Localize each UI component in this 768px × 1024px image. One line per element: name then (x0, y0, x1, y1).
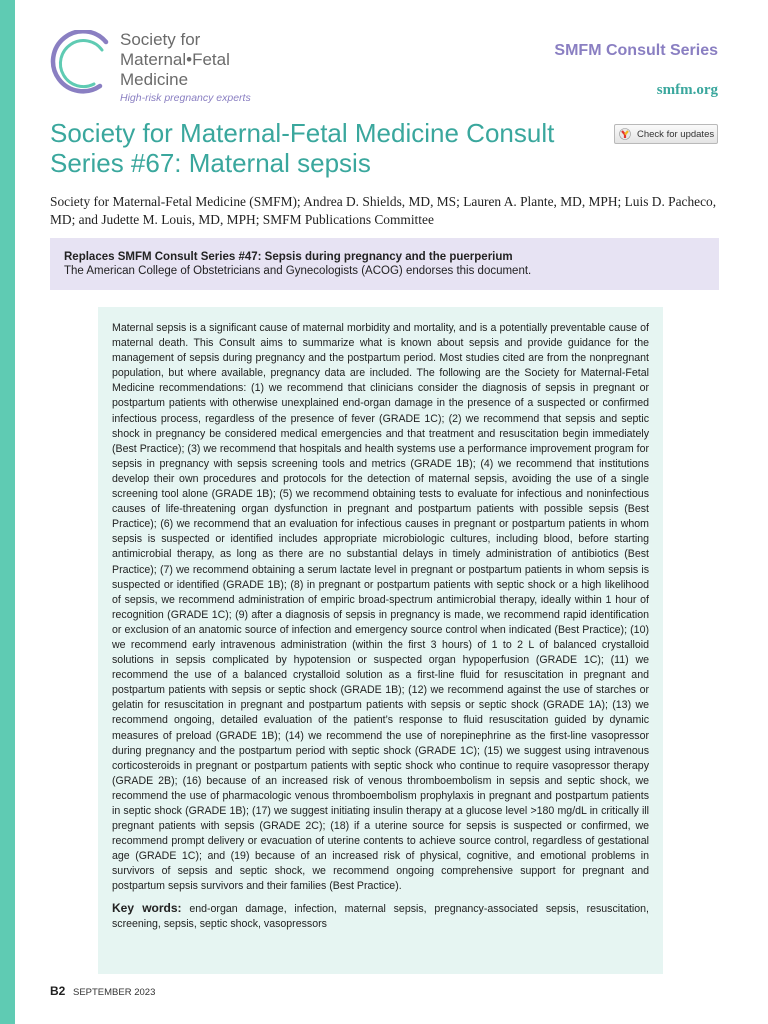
check-for-updates-label: Check for updates (637, 128, 715, 140)
logo-text-line-2: Maternal•Fetal (120, 50, 230, 69)
series-name: SMFM Consult Series (554, 42, 718, 59)
keywords (112, 901, 649, 932)
replaces-title: Replaces SMFM Consult Series #47: Sepsis during pregnancy and the puerperium (64, 251, 513, 263)
site-link[interactable]: smfm.org (656, 82, 718, 98)
article-title: Society for Maternal-Fetal Medicine Consult Series #67: Maternal sepsis (50, 118, 555, 178)
logo-tagline: High-risk pregnancy experts (120, 92, 251, 104)
abstract-text: Maternal sepsis is a significant cause of maternal morbidity and mortality, and is a potentially preventable cause of maternal death. This Consult aims to summarize what is known about sepsis and provide guidance for the management of sepsis during pregnancy and the postpartum period. Most studies cited are from the nonpregnant population, but where available, pregnancy data are included. The following are the Society for Maternal-Fetal Medicine recommendations: (1) we recommend that clinicians consider the diagnosis of sepsis in pregnant or postpartum patients with otherwise unexplained end-organ damage in the presence of a suspected or confirmed infectious process, regardless of the presence of fever (GRADE 1C); (2) we recommend that sepsis and septic shock in pregnancy be considered medical emergencies and that treatment and resuscitation begin immediately (Best Practice); (3) we recommend that hospitals and health systems use a performance improvement program for sepsis in pregnancy with sepsis screening tools and metrics (GRADE 1B); (4) we recommend that institutions develop their own procedures and protocols for the detection of maternal sepsis, avoiding the use of a single screening tool alone (GRADE 1B); (5) we recommend obtaining tests to evaluate for infectious and noninfectious causes of life-threatening organ dysfunction in pregnant and postpartum patients with possible sepsis (Best Practice); (6) we recommend that an evaluation for infectious causes in pregnant or postpartum patients in whom sepsis is suspected or identified includes appropriate microbiologic cultures, including blood, before starting antimicrobial therapy, as long as there are no substantial delays in timely administration of antibiotics (Best Practice); (7) we recommend obtaining a serum lactate level in pregnant or postpartum patients in whom sepsis is suspected or identified (GRADE 1B); (8) in pregnant or postpartum patients with septic shock or a high likelihood of sepsis, we recommend administration of empiric broad-spectrum antimicrobial therapy, ideally within 1 hour of recognition (GRADE 1C); (9) after a diagnosis of sepsis in pregnancy is made, we recommend rapid identification or exclusion of an anatomic source of infection and emergency source control when indicated (Best Practice); (10) we recommend early intravenous administration (within the first 3 hours) of 1 to 2 L of balanced crystalloid solutions in sepsis complicated by hypotension or suspected organ hypoperfusion (GRADE 1C); (11) we recommend the use of a balanced crystalloid solution as a first-line fluid for resuscitation in pregnant and postpartum patients with sepsis or septic shock (GRADE 1B); (12) we recommend against the use of starches or gelatin for resuscitation in pregnant and postpartum patients with sepsis or septic shock (GRADE 1A); (13) we recommend ongoing, detailed evaluation of the patient’s response to fluid resuscitation guided by dynamic measures of preload (GRADE 1B); (14) we recommend the use of norepinephrine as the first-line vasopressor during pregnancy and the postpartum period with septic shock (GRADE 1C); (15) we suggest using intravenous corticosteroids in pregnant or postpartum patients with septic shock who continue to require vasopressor therapy (GRADE 2B); (16) because of an increased risk of venous thromboembolism in sepsis and septic shock, we recommend the use of pharmacologic venous thromboembolism prophylaxis in pregnant and postpartum patients in septic shock (GRADE 1B); (17) we suggest initiating insulin therapy at a glucose level >180 mg/dL in critically ill pregnant patients with sepsis (GRADE 2C); (18) if a uterine source for sepsis is suspected or confirmed, we recommend prompt delivery or evacuation of uterine contents to achieve source control, regardless of gestational age (GRADE 1C); and (19) because of an increased risk of physical, cognitive, and emotional problems in survivors of sepsis and septic shock, we recommend ongoing comprehensive support for pregnant and postpartum sepsis survivors and their families (Best Practice). (112, 322, 649, 893)
page-number: B2 (50, 984, 66, 998)
endorsement-note: The American College of Obstetricians and Gynecologists (ACOG) endorses this document. (64, 265, 532, 277)
keywords-label: Key words: (112, 900, 182, 915)
check-for-updates-button[interactable] (614, 124, 718, 144)
logo-text-line-1: Society for (120, 30, 201, 49)
keywords-list: end-organ damage, infection, maternal sepsis, pregnancy-associated sepsis, resuscitation, screening, sepsis, septic shock, vasopressors (112, 902, 649, 930)
page-footer (50, 984, 155, 998)
logo-text-line-3: Medicine (120, 70, 189, 89)
crossmark-icon (619, 128, 631, 140)
smfm-logo (50, 28, 270, 108)
abstract-box (98, 307, 663, 974)
issue-date: SEPTEMBER 2023 (72, 987, 156, 998)
crescent-ring-logo-icon (50, 30, 114, 94)
author-list: Society for Maternal-Fetal Medicine (SMFM); Andrea D. Shields, MD, MS; Lauren A. Plante, MD, MPH; Luis D. Pacheco, MD; and Judette M. Louis, MD, MPH; SMFM Publications Committee (50, 194, 717, 227)
side-color-strip (0, 0, 15, 1024)
replaces-notice (50, 238, 719, 290)
